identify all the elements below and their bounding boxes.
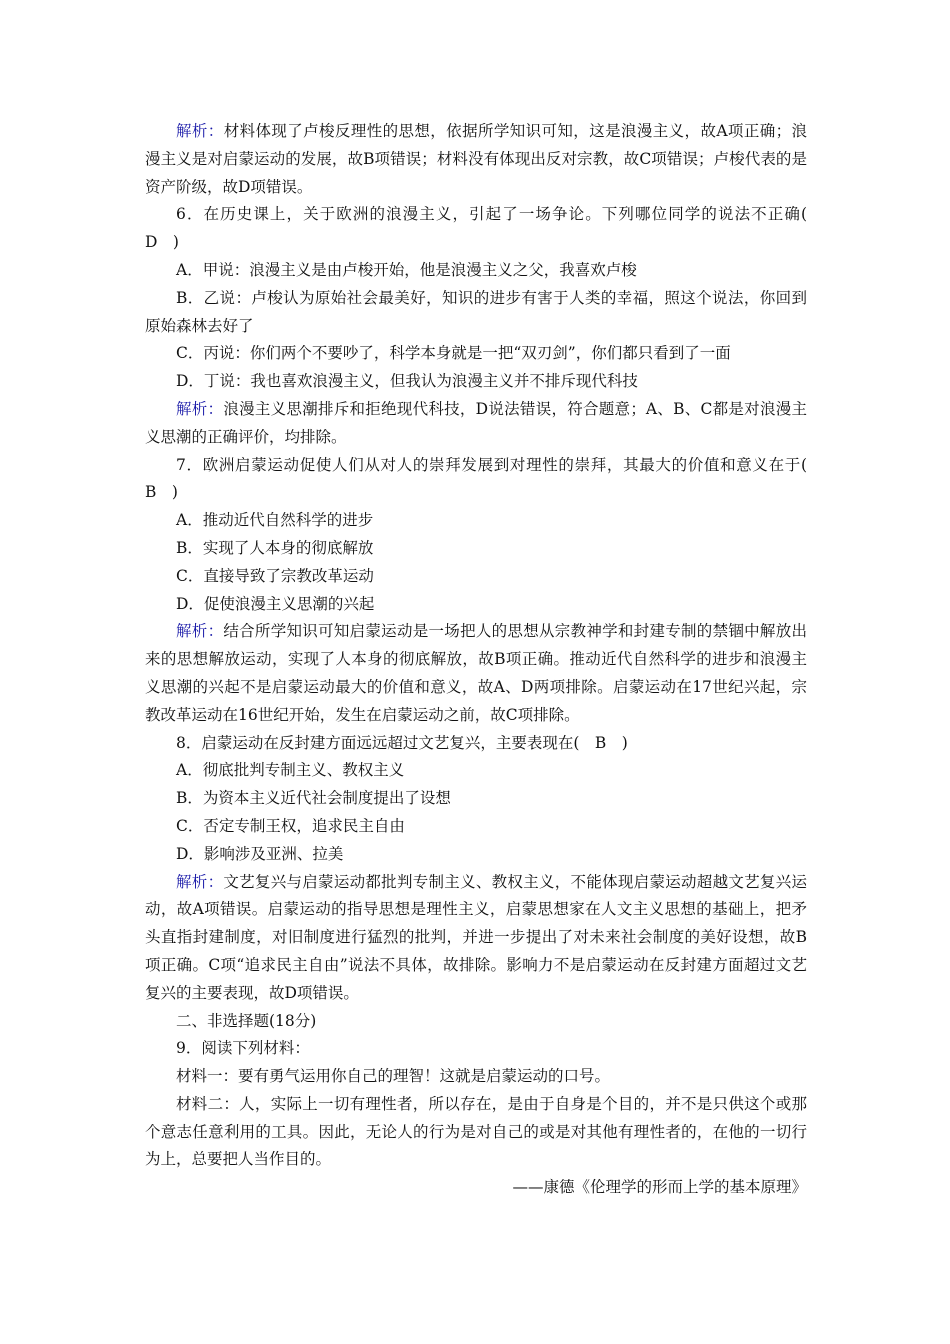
analysis-q7 <box>145 618 807 729</box>
section-heading: 二、非选择题(18分) <box>176 1011 317 1030</box>
option-d: D．丁说：我也喜欢浪漫主义，但我认为浪漫主义并不排斥现代科技 <box>176 372 638 391</box>
option-d: D．促使浪漫主义思潮的兴起 <box>176 594 375 613</box>
analysis-text: 文艺复兴与启蒙运动都批判专制主义、教权主义，不能体现启蒙运动超越文艺复兴运动，故A项错误。启蒙运动的指导思想是理性主义，启蒙思想家在人文主义思想的基础上，把矛头直指封建制度，对旧制度进行猛烈的批判，并进一步提出了对未来社会制度的美好设想，故B项正确。C项“追求民主自由”说法不具体，故排除。影响力不是启蒙运动在反封建方面超过文艺复兴的主要表现，故D项错误。 <box>145 872 807 1002</box>
analysis-q5 <box>145 118 807 201</box>
analysis-q8 <box>145 869 807 1008</box>
question-6: 6．在历史课上，关于欧洲的浪漫主义，引起了一场争论。下列哪位同学的说法不正确( D ) <box>145 205 823 252</box>
option-c: C．丙说：你们两个不要吵了，科学本身就是一把“双刃剑”，你们都只看到了一面 <box>176 344 731 363</box>
option-b: B．实现了人本身的彻底解放 <box>176 538 374 557</box>
question-7: 7．欧洲启蒙运动促使人们从对人的崇拜发展到对理性的崇拜，其最大的价值和意义在于( B ) <box>145 455 823 502</box>
question-9: 9．阅读下列材料： <box>176 1039 310 1058</box>
material-source: ——康德《伦理学的形而上学的基本原理》 <box>512 1178 807 1197</box>
analysis-q6 <box>145 396 807 452</box>
option-d: D．影响涉及亚洲、拉美 <box>176 844 344 863</box>
analysis-text: 结合所学知识可知启蒙运动是一场把人的思想从宗教神学和封建专制的禁锢中解放出来的思想解放运动，实现了人本身的彻底解放，故B项正确。推动近代自然科学的进步和浪漫主义思潮的兴起不是启蒙运动最大的价值和意义，故A、D两项排除。启蒙运动在17世纪兴起，宗教改革运动在16世纪开始，发生在启蒙运动之前，故C项排除。 <box>145 622 807 724</box>
option-b: B．乙说：卢梭认为原始社会最美好，知识的进步有害于人类的幸福，照这个说法，你回到原始森林去好了 <box>145 288 807 335</box>
analysis-label: 解析： <box>176 399 224 418</box>
material-1: 材料一：要有勇气运用你自己的理智！这就是启蒙运动的口号。 <box>176 1067 611 1086</box>
option-a: A．甲说：浪漫主义是由卢梭开始，他是浪漫主义之父，我喜欢卢梭 <box>176 260 637 279</box>
material-2: 材料二：人，实际上一切有理性者，所以存在，是由于自身是个目的，并不是只供这个或那个意志任意利用的工具。因此，无论人的行为是对自己的或是对其他有理性者的，在他的一切行为上，总要把人当作目的。 <box>145 1094 807 1169</box>
analysis-label: 解析： <box>176 122 224 140</box>
option-b: B．为资本主义近代社会制度提出了设想 <box>176 789 451 808</box>
document-page <box>145 118 823 1202</box>
option-a: A．彻底批判专制主义、教权主义 <box>176 761 405 780</box>
question-8: 8．启蒙运动在反封建方面远远超过文艺复兴，主要表现在( B ) <box>176 733 628 752</box>
analysis-label: 解析： <box>176 872 224 891</box>
option-c: C．否定专制王权，追求民主自由 <box>176 816 405 835</box>
analysis-text: 浪漫主义思潮排斥和拒绝现代科技，D说法错误，符合题意；A、B、C都是对浪漫主义思潮的正确评价，均排除。 <box>145 399 807 446</box>
option-a: A．推动近代自然科学的进步 <box>176 511 374 530</box>
option-c: C．直接导致了宗教改革运动 <box>176 566 374 585</box>
analysis-text: 材料体现了卢梭反理性的思想，依据所学知识可知，这是浪漫主义，故A项正确；浪漫主义是对启蒙运动的发展，故B项错误；材料没有体现出反对宗教，故C项错误；卢梭代表的是资产阶级，故D项错误。 <box>145 122 807 196</box>
analysis-label: 解析： <box>176 622 224 641</box>
